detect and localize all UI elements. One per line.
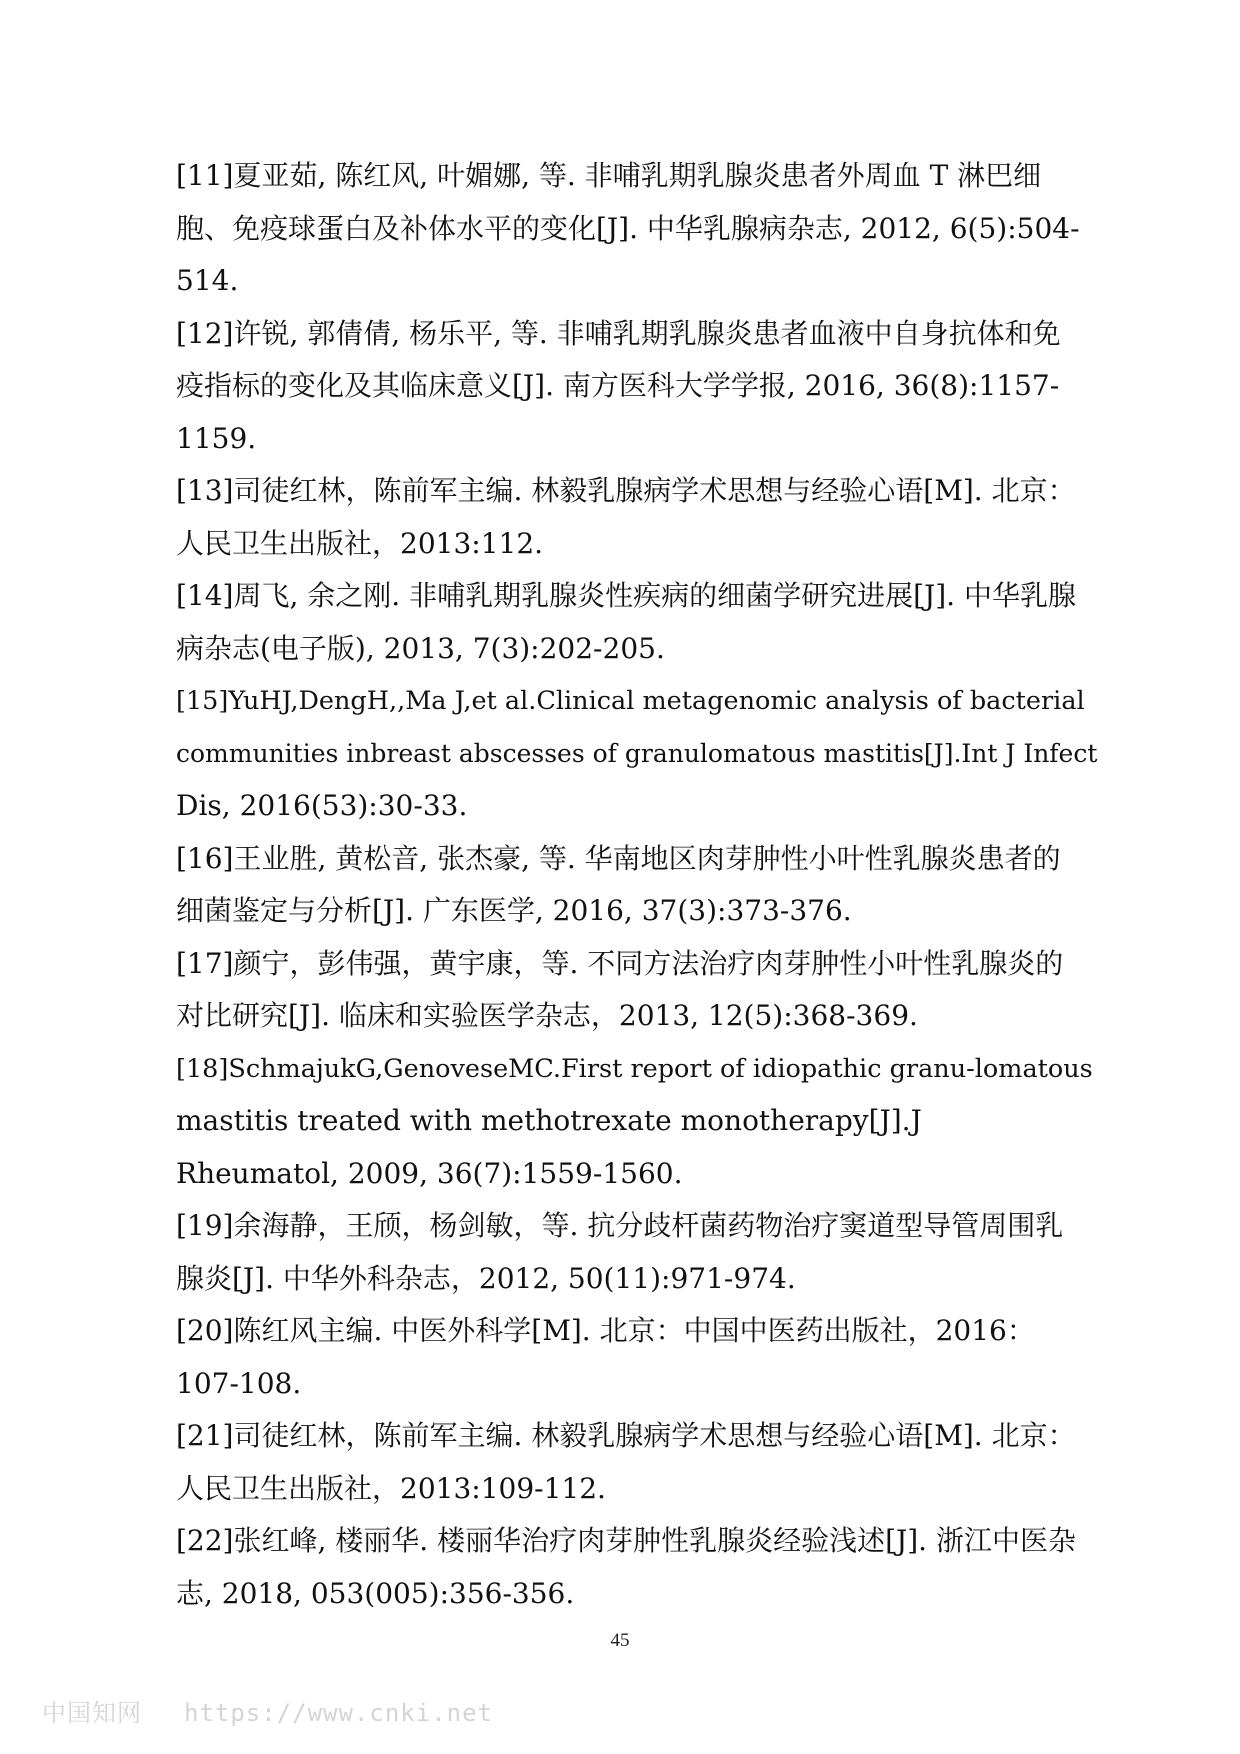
reference-line: [21]司徒红林，陈前军主编. 林毅乳腺病学术思想与经验心语[M]. 北京： [176,1419,1076,1452]
page-number: 45 [610,1630,630,1651]
reference-line: 胞、免疫球蛋白及补体水平的变化[J]. 中华乳腺病杂志, 2012, 6(5):504- [176,211,1080,245]
reference-line: 107-108. [176,1366,302,1400]
reference-line: communities inbreast abscesses of granulomatous mastitis[J].Int J Infect [176,738,1098,768]
watermark-site-name: 中国知网 [42,1699,142,1727]
reference-item [176,570,1096,675]
reference-item [176,1305,1096,1410]
reference-line: 对比研究[J]. 临床和实验医学杂志，2013, 12(5):368-369. [176,999,918,1032]
reference-item [176,1200,1096,1305]
reference-item [176,938,1096,1043]
reference-item [176,833,1096,938]
reference-line: [11]夏亚茹, 陈红风, 叶媚娜, 等. 非哺乳期乳腺炎患者外周血 T 淋巴细 [176,159,1042,192]
reference-line: [22]张红峰, 楼丽华. 楼丽华治疗肉芽肿性乳腺炎经验浅述[J]. 浙江中医杂 [176,1524,1076,1557]
reference-line: Rheumatol, 2009, 36(7):1559-1560. [176,1156,683,1190]
reference-line: 腺炎[J]. 中华外科杂志，2012, 50(11):971-974. [176,1261,796,1295]
cnki-watermark [42,1693,493,1728]
reference-line: Dis, 2016(53):30-33. [176,789,468,822]
reference-item [176,1043,1096,1201]
reference-line: 514. [176,264,239,297]
reference-line: [13]司徒红林，陈前军主编. 林毅乳腺病学术思想与经验心语[M]. 北京： [176,474,1076,507]
reference-item [176,150,1096,308]
reference-line: 疫指标的变化及其临床意义[J]. 南方医科大学学报, 2016, 36(8):1157- [176,369,1060,402]
watermark-url: https://www.cnki.net [184,1699,493,1727]
reference-line: 细菌鉴定与分析[J]. 广东医学, 2016, 37(3):373-376. [176,894,852,927]
reference-line: [14]周飞, 余之刚. 非哺乳期乳腺炎性疾病的细菌学研究进展[J]. 中华乳腺 [176,579,1076,612]
reference-item [176,675,1096,833]
reference-item [176,1410,1096,1515]
reference-line: [19]余海静，王颀，杨剑敏，等. 抗分歧杆菌药物治疗窦道型导管周围乳 [176,1209,1064,1242]
reference-line: 1159. [176,421,257,455]
reference-item [176,308,1096,466]
reference-line: [17]颜宁，彭伟强，黄宇康，等. 不同方法治疗肉芽肿性小叶性乳腺炎的 [176,946,1064,980]
reference-item [176,465,1096,570]
reference-item [176,1515,1096,1620]
reference-line: 病杂志(电子版), 2013, 7(3):202-205. [176,631,665,665]
reference-line: 志, 2018, 053(005):356-356. [176,1576,575,1610]
reference-line: mastitis treated with methotrexate monotherapy[J].J [176,1104,922,1137]
reference-line: 人民卫生出版社，2013:112. [176,526,544,560]
reference-line: [12]许锐, 郭倩倩, 杨乐平, 等. 非哺乳期乳腺炎患者血液中自身抗体和免 [176,316,1061,350]
reference-line: 人民卫生出版社，2013:109-112. [176,1471,606,1505]
reference-list [176,150,1096,1620]
reference-line: [16]王业胜, 黄松音, 张杰豪, 等. 华南地区肉芽肿性小叶性乳腺炎患者的 [176,841,1061,875]
reference-line: [20]陈红风主编. 中医外科学[M]. 北京：中国中医药出版社，2016： [176,1314,1035,1347]
reference-line: [15]YuHJ,DengH,,Ma J,et al.Clinical metagenomic analysis of bacterial [176,686,1085,716]
reference-line: [18]SchmajukG,GenoveseMC.First report of idiopathic granu-lomatous [176,1053,1093,1084]
